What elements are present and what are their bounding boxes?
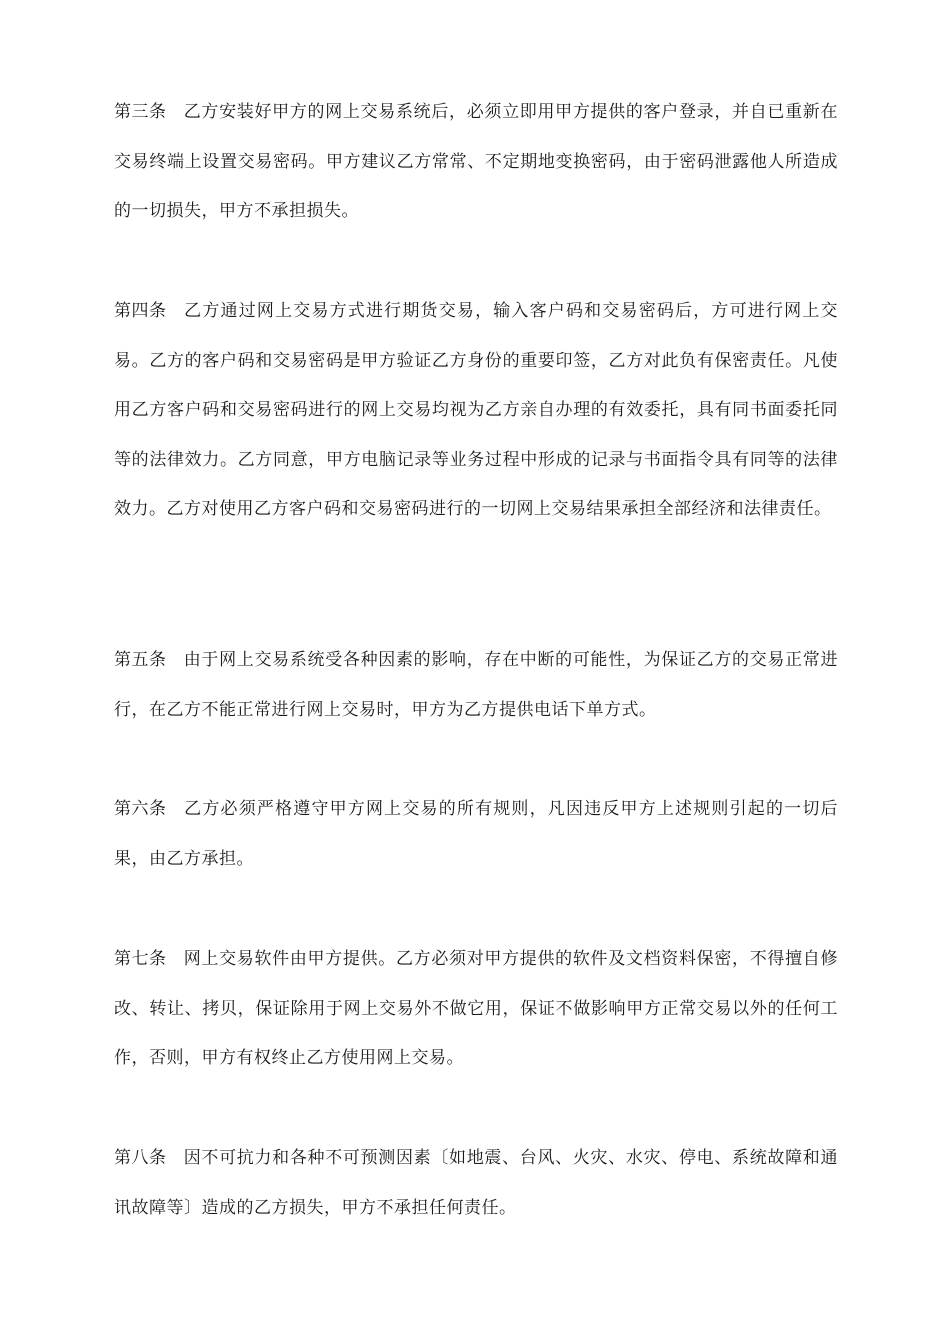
clause-6 [114, 785, 838, 884]
clause-3 [114, 88, 838, 237]
clause-text: 因不可抗力和各种不可预测因素〔如地震、台风、火灾、水灾、停电、系统故障和通讯故障等〕造成的乙方损失，甲方不承担任何责任。 [114, 1148, 838, 1218]
clause-7 [114, 935, 838, 1084]
clause-number: 第八条 [114, 1148, 167, 1168]
clause-text: 网上交易软件由甲方提供。乙方必须对甲方提供的软件及文档资料保密，不得擅自修改、转让、拷贝，保证除用于网上交易外不做它用，保证不做影响甲方正常交易以外的任何工作，否则，甲方有权终止乙方使用网上交易。 [114, 949, 838, 1068]
clause-number: 第七条 [114, 949, 167, 969]
clause-number: 第六条 [114, 799, 167, 819]
clause-text: 乙方安装好甲方的网上交易系统后，必须立即用甲方提供的客户登录，并自已重新在交易终端上设置交易密码。甲方建议乙方常常、不定期地变换密码，由于密码泄露他人所造成的一切损失，甲方不承担损失。 [114, 102, 838, 221]
clause-8 [114, 1134, 838, 1233]
clause-5 [114, 636, 838, 735]
clause-text: 乙方必须严格遵守甲方网上交易的所有规则，凡因违反甲方上述规则引起的一切后果，由乙方承担。 [114, 799, 838, 869]
clause-text: 由于网上交易系统受各种因素的影响，存在中断的可能性，为保证乙方的交易正常进行，在乙方不能正常进行网上交易时，甲方为乙方提供电话下单方式。 [114, 650, 838, 720]
clause-text: 乙方通过网上交易方式进行期货交易，输入客户码和交易密码后，方可进行网上交易。乙方的客户码和交易密码是甲方验证乙方身份的重要印签，乙方对此负有保密责任。凡使用乙方客户码和交易密码进行的网上交易均视为乙方亲自办理的有效委托，具有同书面委托同等的法律效力。乙方同意，甲方电脑记录等业务过程中形成的记录与书面指令具有同等的法律效力。乙方对使用乙方客户码和交易密码进行的一切网上交易结果承担全部经济和法律责任。 [114, 301, 838, 519]
clause-4 [114, 287, 838, 535]
clause-number: 第五条 [114, 650, 167, 670]
clause-number: 第三条 [114, 102, 167, 122]
clause-number: 第四条 [114, 301, 167, 321]
